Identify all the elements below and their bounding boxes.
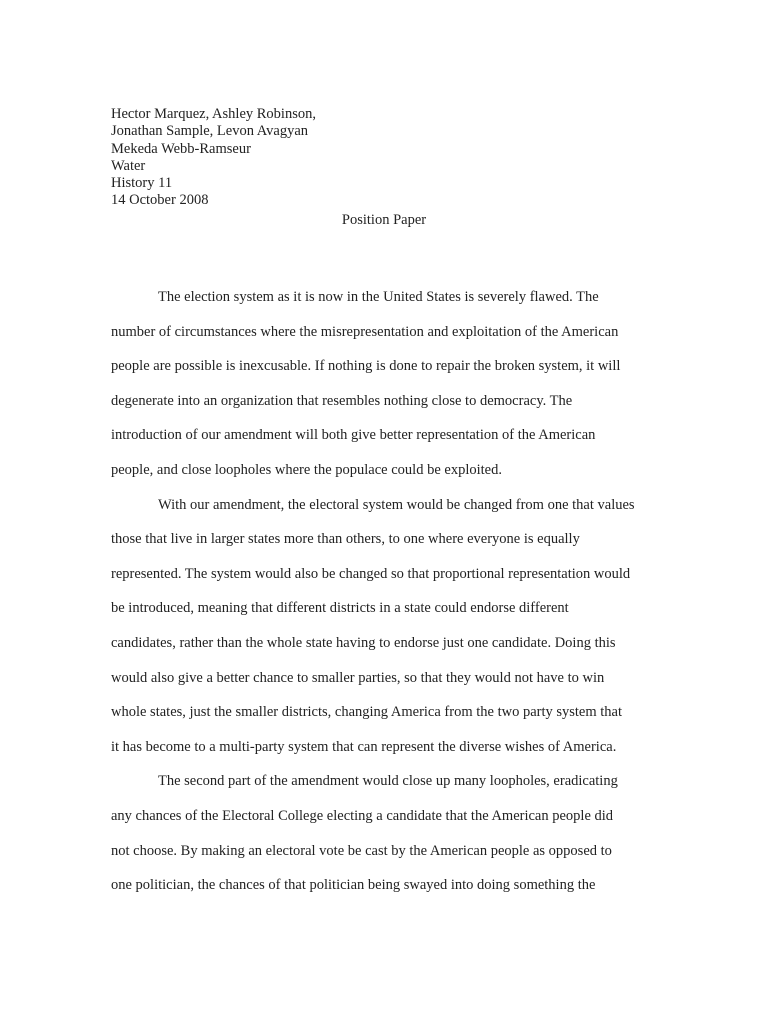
authors-line-1: Hector Marquez, Ashley Robinson,	[111, 106, 316, 122]
paragraph-1-line: number of circumstances where the misrepresentation and exploitation of the American	[111, 323, 619, 340]
body-text	[111, 280, 667, 903]
paragraph-3-line: The second part of the amendment would close up many loopholes, eradicating	[158, 773, 618, 790]
paragraph-2-line: those that live in larger states more than others, to one where everyone is equally	[111, 531, 580, 548]
paragraph-1-line: The election system as it is now in the United States is severely flawed. The	[158, 289, 599, 305]
paragraph-3-line: not choose. By making an electoral vote be cast by the American people as opposed to	[111, 842, 612, 859]
authors-line-2: Jonathan Sample, Levon Avagyan	[111, 123, 309, 140]
course: History 11	[111, 175, 173, 192]
topic: Water	[111, 157, 146, 174]
paragraph-2-line: With our amendment, the electoral system would be changed from one that values	[158, 496, 635, 513]
header-block	[111, 106, 651, 210]
paragraph-2-line: would also give a better chance to smaller parties, so that they would not have to win	[111, 669, 605, 686]
paragraph-3-line: one politician, the chances of that politician being swayed into doing something the	[111, 877, 596, 894]
title-text: Position Paper	[341, 212, 427, 228]
page-title	[0, 212, 768, 229]
paragraph-1-line: introduction of our amendment will both give better representation of the American	[111, 427, 596, 444]
paragraph-3-line: any chances of the Electoral College electing a candidate that the American people did	[111, 807, 614, 824]
paragraph-2-line: whole states, just the smaller districts, changing America from the two party system that	[111, 704, 623, 721]
paragraph-2-line: represented. The system would also be changed so that proportional representation would	[111, 565, 631, 582]
paragraph-1-line: degenerate into an organization that resembles nothing close to democracy. The	[111, 392, 573, 409]
paragraph-2-line: it has become to a multi-party system that can represent the diverse wishes of America.	[111, 738, 617, 755]
date: 14 October 2008	[111, 192, 209, 209]
paragraph-1-line: people, and close loopholes where the populace could be exploited.	[111, 461, 502, 478]
paragraph-2-line: candidates, rather than the whole state having to endorse just one candidate. Doing this	[111, 634, 616, 651]
paragraph-2-line: be introduced, meaning that different districts in a state could endorse different	[111, 600, 569, 617]
paragraph-1-line: people are possible is inexcusable. If nothing is done to repair the broken system, it will	[111, 358, 621, 375]
authors-line-3: Mekeda Webb-Ramseur	[111, 140, 251, 157]
